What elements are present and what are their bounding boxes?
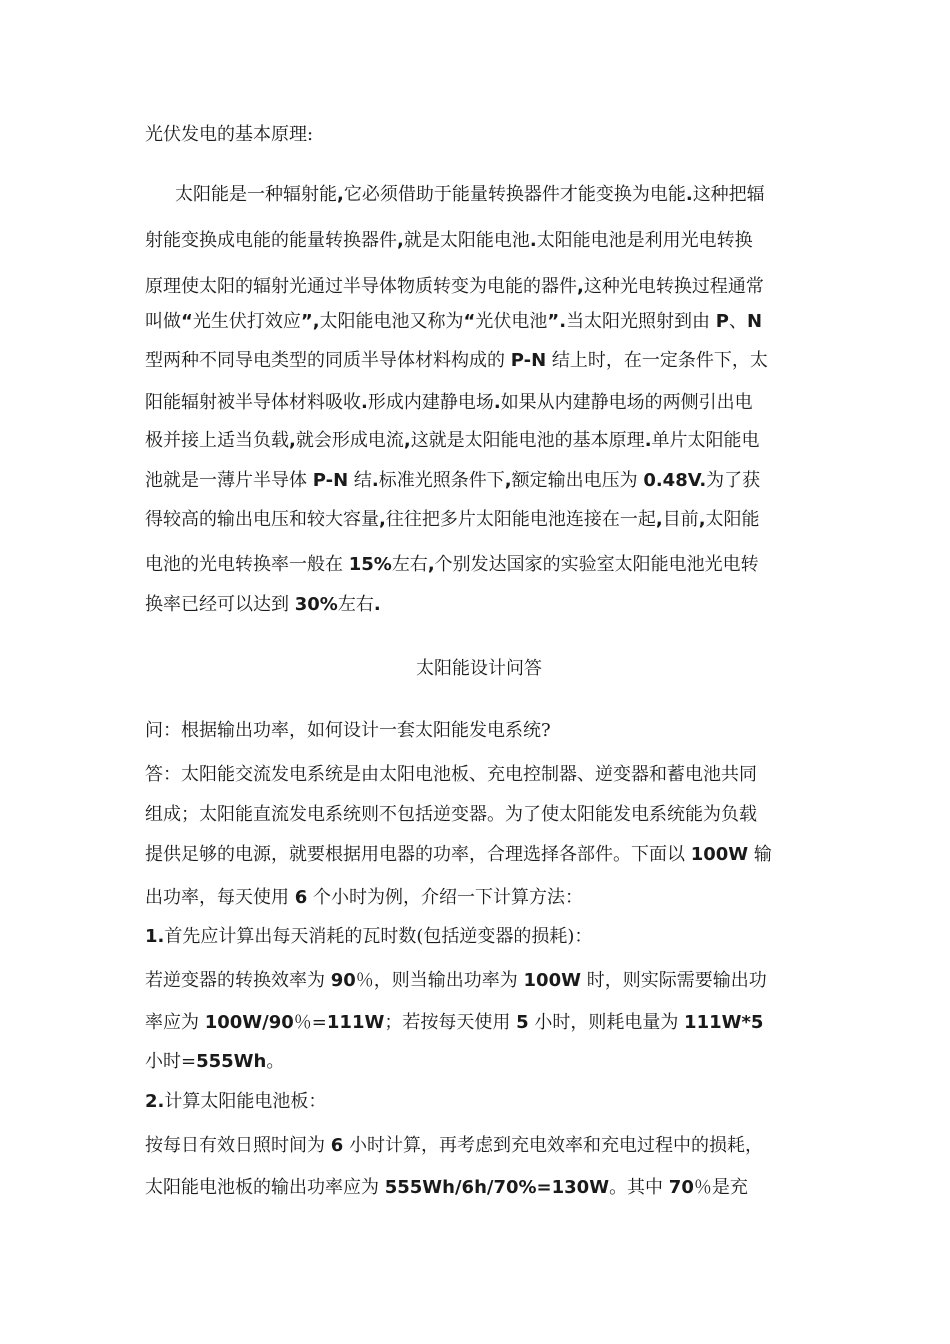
section-heading-qa: 太阳能设计问答 xyxy=(416,658,542,679)
text-line: 提供足够的电源，就要根据用电器的功率，合理选择各部件。下面以 100W 输 xyxy=(145,844,772,865)
text-line: 率应为 100W/90％=111W；若按每天使用 5 小时，则耗电量为 111W*5 xyxy=(145,1012,764,1033)
text-line: 池就是一薄片半导体 P-N 结.标准光照条件下,额定输出电压为 0.48V.为了获 xyxy=(145,470,761,491)
text-line: 阳能辐射被半导体材料吸收.形成内建静电场.如果从内建静电场的两侧引出电 xyxy=(145,392,753,413)
text-line: 出功率，每天使用 6 个小时为例，介绍一下计算方法： xyxy=(145,887,583,908)
text-line: 答：太阳能交流发电系统是由太阳电池板、充电控制器、逆变器和蓄电池共同 xyxy=(145,764,757,785)
text-line: 太阳能是一种辐射能,它必须借助于能量转换器件才能变换为电能.这种把辐 xyxy=(175,184,765,205)
text-line: 若逆变器的转换效率为 90％，则当输出功率为 100W 时，则实际需要输出功 xyxy=(145,970,767,991)
text-line: 电池的光电转换率一般在 15%左右,个别发达国家的实验室太阳能电池光电转 xyxy=(145,554,759,575)
text-line: 极并接上适当负载,就会形成电流,这就是太阳能电池的基本原理.单片太阳能电 xyxy=(145,430,760,451)
section-heading-principle: 光伏发电的基本原理: xyxy=(145,124,314,145)
text-line: 1.首先应计算出每天消耗的瓦时数(包括逆变器的损耗)： xyxy=(145,926,593,947)
text-line: 问：根据输出功率，如何设计一套太阳能发电系统? xyxy=(145,720,551,741)
text-line: 组成；太阳能直流发电系统则不包括逆变器。为了使太阳能发电系统能为负载 xyxy=(145,804,757,825)
text-line: 换率已经可以达到 30%左右. xyxy=(145,594,381,615)
text-line: 射能变换成电能的能量转换器件,就是太阳能电池.太阳能电池是利用光电转换 xyxy=(145,230,753,251)
text-line: 原理使太阳的辐射光通过半导体物质转变为电能的器件,这种光电转换过程通常 xyxy=(145,276,764,297)
text-line: 2.计算太阳能电池板： xyxy=(145,1091,327,1112)
text-line: 太阳能电池板的输出功率应为 555Wh/6h/70%=130W。其中 70％是充 xyxy=(145,1177,748,1198)
text-line: 叫做“光生伏打效应”,太阳能电池又称为“光伏电池”.当太阳光照射到由 P、N xyxy=(145,311,763,332)
text-line: 按每日有效日照时间为 6 小时计算，再考虑到充电效率和充电过程中的损耗， xyxy=(145,1135,763,1156)
text-line: 型两种不同导电类型的同质半导体材料构成的 P-N 结上时，在一定条件下，太 xyxy=(145,350,768,371)
text-line: 得较高的输出电压和较大容量,往往把多片太阳能电池连接在一起,目前,太阳能 xyxy=(145,509,760,530)
text-line: 小时=555Wh。 xyxy=(145,1051,285,1072)
